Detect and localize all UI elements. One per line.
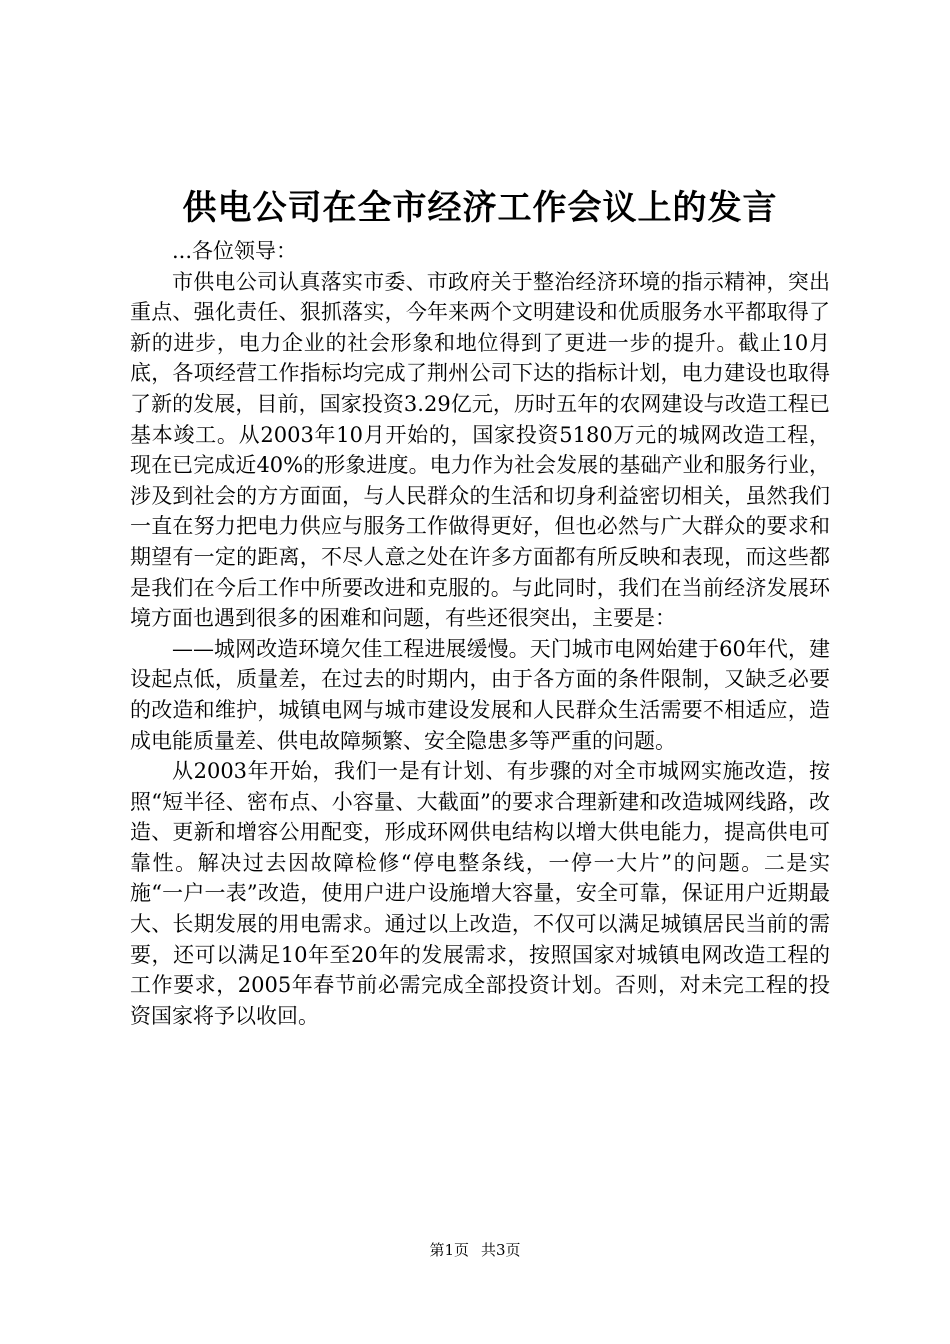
page-footer [0,1240,950,1260]
body-paragraph-2: ——城网改造环境欠佳工程进展缓慢。天门城市电网始建于60年代，建设起点低，质量差，在过去的时期内，由于各方面的条件限制，又缺乏必要的改造和维护，城镇电网与城市建设发展和人民群众生活需要不相适应，造成电能质量差、供电故障频繁、安全隐患多等严重的问题。 [130,636,830,753]
page-number-current: 第1页 [429,1241,469,1259]
document-title: 供电公司在全市经济工作会议上的发言 [182,188,778,228]
page-number-total: 共3页 [481,1241,521,1259]
salutation: ...各位领导： [172,239,298,263]
body-paragraph-3: 从2003年开始，我们一是有计划、有步骤的对全市城网实施改造，按照“短半径、密布点、小容量、大截面”的要求合理新建和改造城网线路，改造、更新和增容公用配变，形成环网供电结构以增大供电能力，提高供电可靠性。解决过去因故障检修“停电整条线，一停一大片”的问题。二是实施“一户一表”改造，使用户进户设施增大容量，安全可靠，保证用户近期最大、长期发展的用电需求。通过以上改造，不仅可以满足城镇居民当前的需要，还可以满足10年至20年的发展需求，按照国家对城镇电网改造工程的工作要求，2005年春节前必需完成全部投资计划。否则，对未完工程的投资国家将予以收回。 [130,759,830,1028]
body-paragraph-1: 市供电公司认真落实市委、市政府关于整治经济环境的指示精神，突出重点、强化责任、狠抓落实，今年来两个文明建设和优质服务水平都取得了新的进步，电力企业的社会形象和地位得到了更进一步的提升。截止10月底，各项经营工作指标均完成了荆州公司下达的指标计划，电力建设也取得了新的发展，目前，国家投资3.29亿元，历时五年的农网建设与改造工程已基本竣工。从2003年10月开始的，国家投资5180万元的城网改造工程，现在已完成近40%的形象进度。电力作为社会发展的基础产业和服务行业，涉及到社会的方方面面，与人民群众的生活和切身利益密切相关，虽然我们一直在努力把电力供应与服务工作做得更好，但也必然与广大群众的要求和期望有一定的距离，不尽人意之处在许多方面都有所反映和表现，而这些都是我们在今后工作中所要改进和克服的。与此同时，我们在当前经济发展环境方面也遇到很多的困难和问题，有些还很突出，主要是： [130,269,830,631]
document-body [130,236,830,1031]
